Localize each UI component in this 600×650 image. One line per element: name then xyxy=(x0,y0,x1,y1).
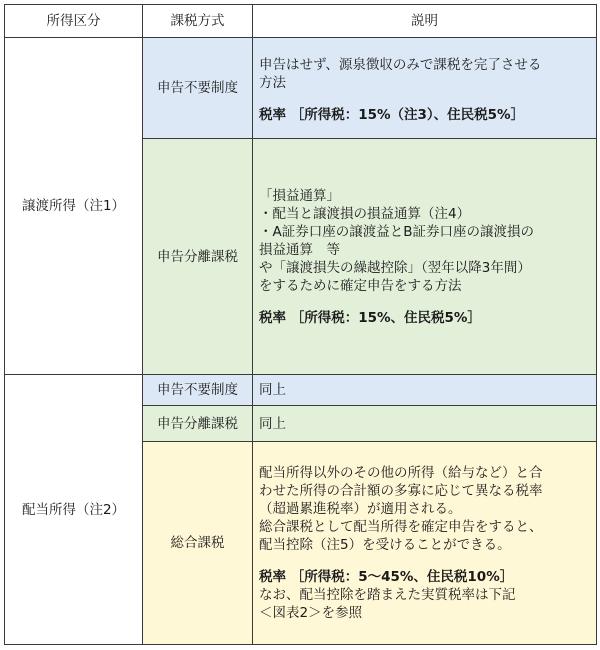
table-row xyxy=(5,38,597,139)
description-line: ・配当と譲渡損の損益通算（注4） xyxy=(259,205,471,222)
description-line: わせた所得の合計額の多寡に応じて異なる税率 xyxy=(259,483,543,499)
description-cell xyxy=(253,139,597,375)
description-cell xyxy=(253,38,597,139)
description-line: をするために確定申告をする方法 xyxy=(259,277,462,294)
description-text: 申告はせず、源泉徴収のみで課税を完了させる xyxy=(259,57,542,73)
description-line: 「損益通算」 xyxy=(259,187,340,204)
description-line: ・A証券口座の譲渡益とB証券口座の譲渡損の xyxy=(259,223,534,240)
description-line: 配当控除（注5）を受けることができる。 xyxy=(259,537,511,553)
description-line: 総合課税として配当所得を確定申告をすると、 xyxy=(259,519,543,535)
category-transfer-income: 譲渡所得（注1） xyxy=(5,38,143,375)
category-dividend-income: 配当所得（注2） xyxy=(5,375,143,645)
method-no-filing: 申告不要制度 xyxy=(143,38,253,139)
description-line: や「譲渡損失の繰越控除」（翌年以降3年間） xyxy=(259,259,531,276)
note-line: ＜図表2＞を参照 xyxy=(259,605,363,621)
method-no-filing: 申告不要制度 xyxy=(143,375,253,406)
description-line: 損益通算 等 xyxy=(259,241,340,258)
tax-rate-text: 税率 ［所得税：15%、住民税5%］ xyxy=(259,309,481,326)
method-separate-taxation: 申告分離課税 xyxy=(143,406,253,442)
tax-rate-text: 税率 ［所得税：5～45%、住民税10%］ xyxy=(259,569,514,585)
header-tax-method: 課税方式 xyxy=(143,5,253,38)
description-text: 方法 xyxy=(259,75,286,91)
description-line: 配当所得以外のその他の所得（給与など）と合 xyxy=(259,465,543,481)
description-cell: 同上 xyxy=(253,406,597,442)
method-comprehensive-taxation: 総合課税 xyxy=(143,442,253,645)
header-row xyxy=(5,5,597,38)
description-cell xyxy=(253,442,597,645)
header-description: 説明 xyxy=(253,5,597,38)
tax-method-table xyxy=(4,4,597,645)
header-income-type: 所得区分 xyxy=(5,5,143,38)
tax-rate-text: 税率 ［所得税：15%（注3）、住民税5%］ xyxy=(259,107,525,123)
method-separate-taxation: 申告分離課税 xyxy=(143,139,253,375)
description-line: （超過累進税率）が適用される。 xyxy=(259,501,462,517)
table-row xyxy=(5,375,597,406)
description-cell: 同上 xyxy=(253,375,597,406)
note-line: なお、配当控除を踏まえた実質税率は下記 xyxy=(259,587,516,603)
